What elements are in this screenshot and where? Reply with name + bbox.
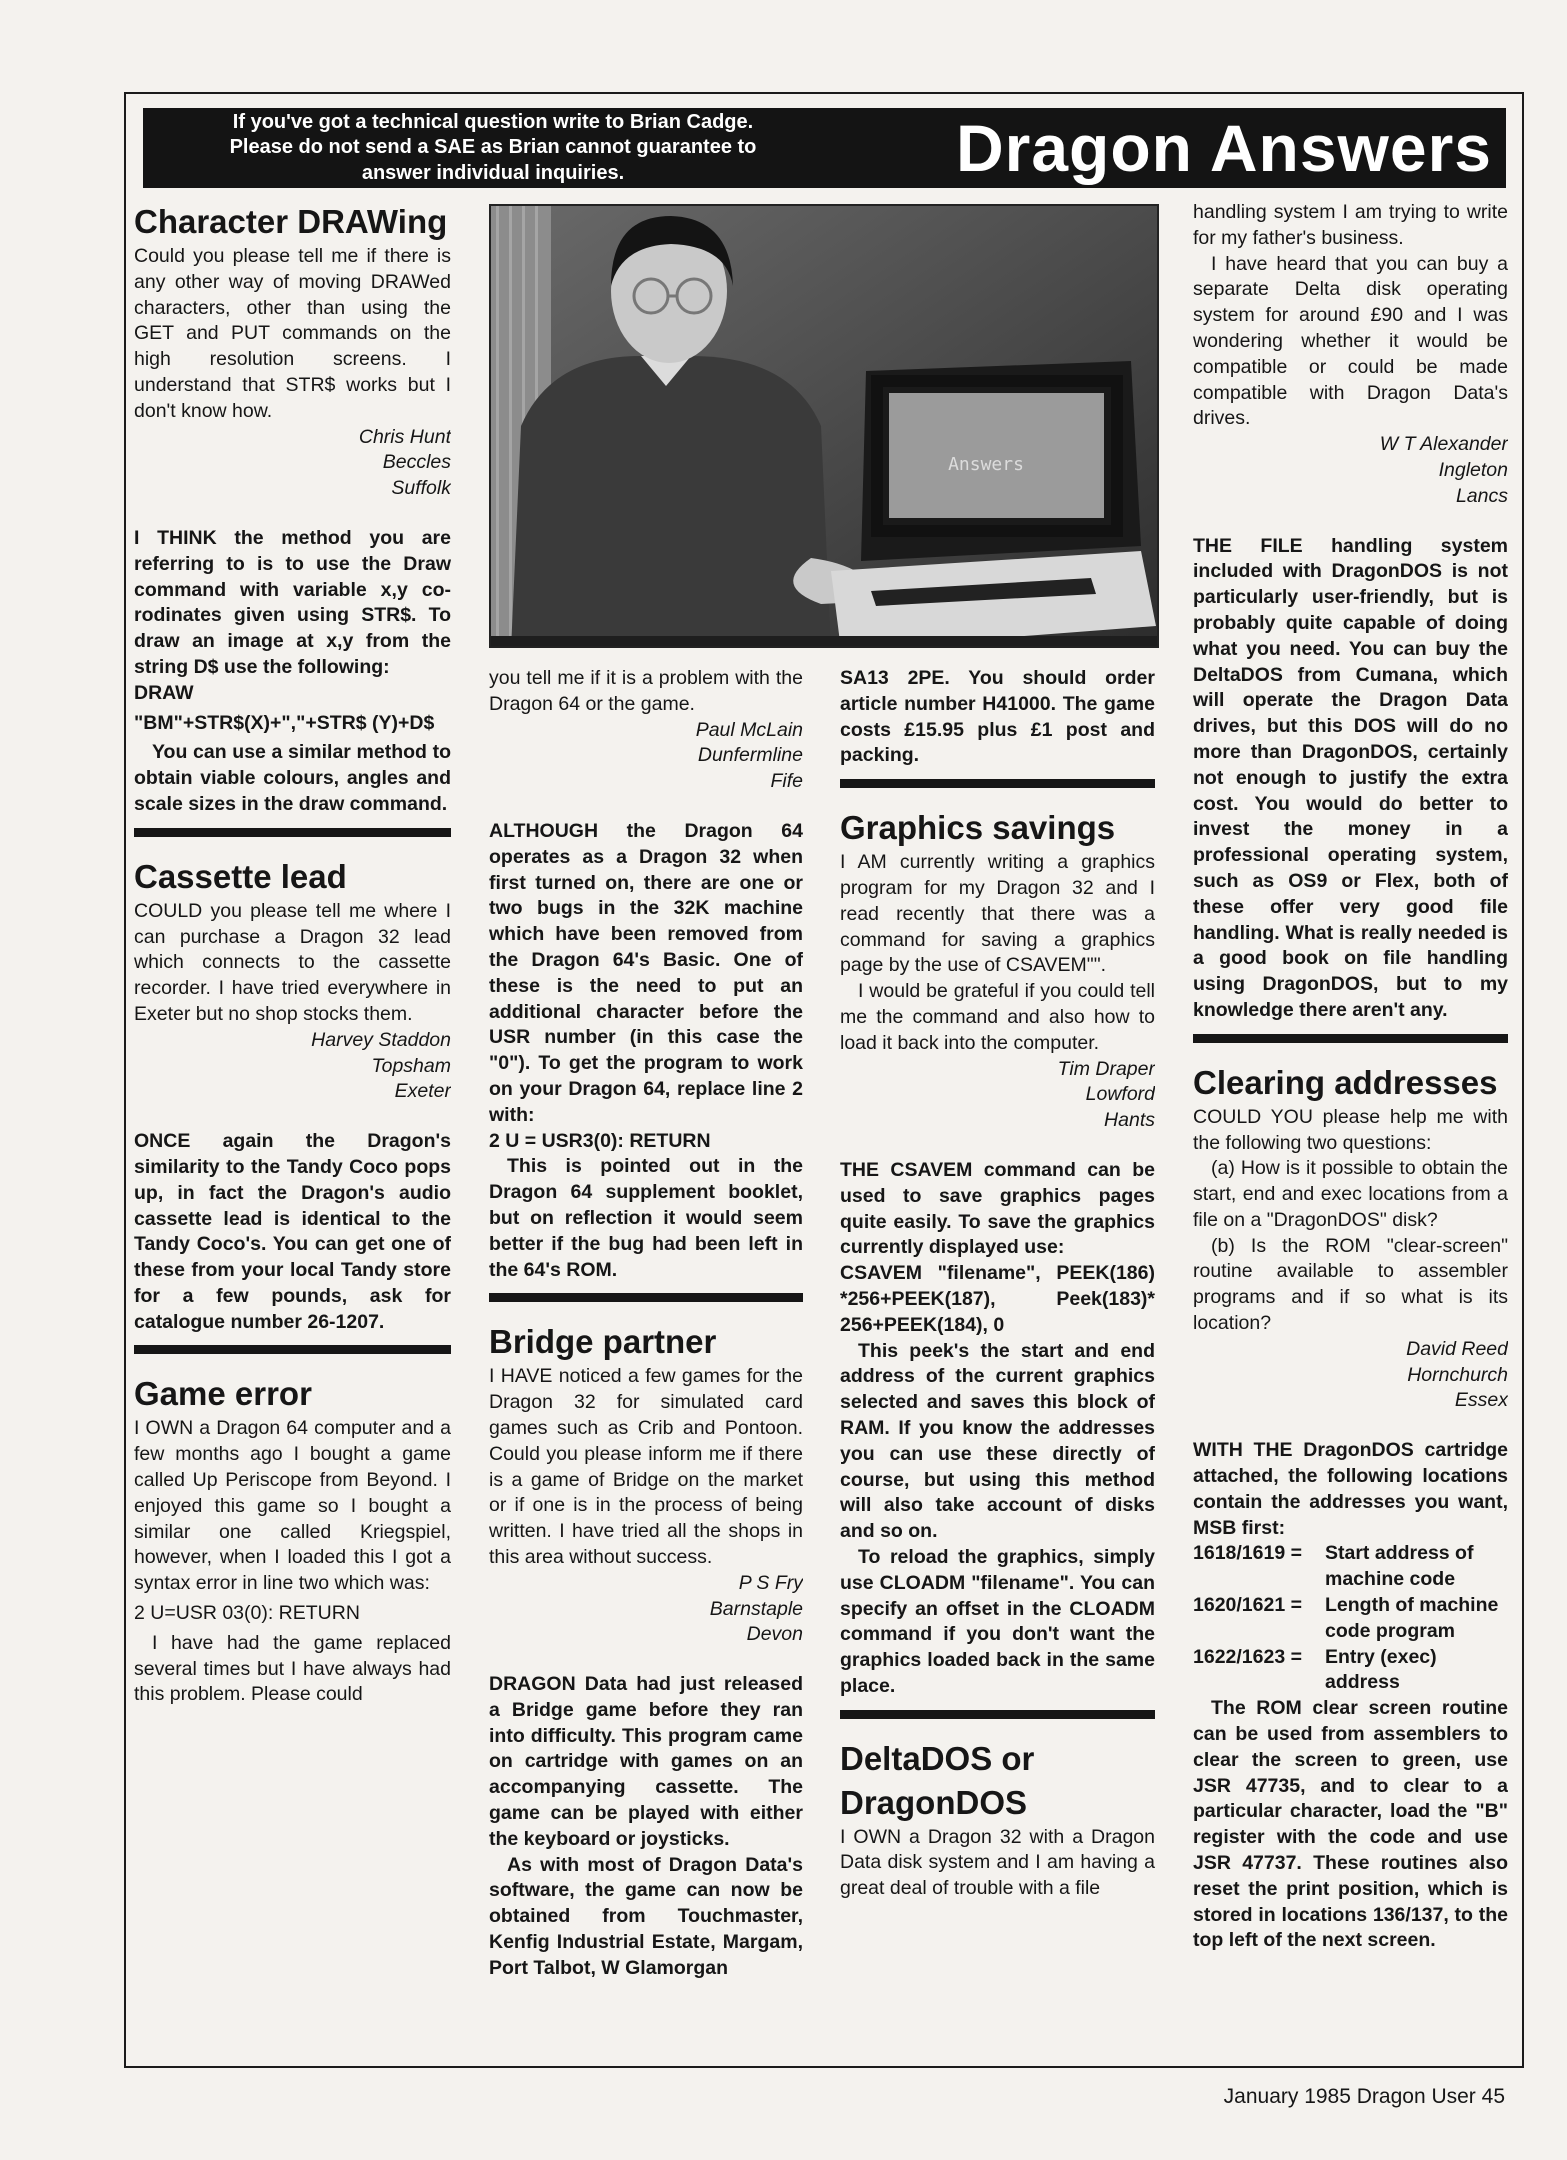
- question-text: I OWN a Dragon 32 with a Dragon Data disk system and I am having a great deal of trouble with a file: [840, 1825, 1155, 1900]
- column-4: [1193, 200, 1508, 2060]
- question-text: Could you please tell me if there is any other way of moving DRAWed characters, other than using the GET and PUT commands on the high resolution screens. I understand that STR$ works but I don't know how.: [134, 245, 451, 422]
- signature-name: P S Fry: [738, 1571, 803, 1594]
- answer-text: You can use a similar method to obtain viable colours, angles and scale sizes in the draw command.: [134, 741, 451, 815]
- signature-county: Suffolk: [391, 477, 451, 500]
- screen-text: Answers: [948, 454, 1024, 475]
- question-text: I have heard that you can buy a separate Delta disk operating system for around £90 and I was wondering whether it would be compatible or could be made compatible with Dragon Data's drives.: [1193, 252, 1508, 430]
- signature-town: Hornchurch: [1407, 1363, 1508, 1386]
- answer-text: To reload the graphics, simply use CLOADM "filename". You can specify an offset in the CLOADM command if you don't want the graphics loaded back in the same place.: [840, 1545, 1155, 1697]
- signature-town: Beccles: [382, 451, 451, 474]
- answer-text: ONCE again the Dragon's similarity to the Tandy Coco pops up, in fact the Dragon's audio cassette lead is identical to the Tandy Coco's. You can get one of these from your local Tandy store for a few pounds, ask for catalogue number 26-1207.: [134, 1130, 451, 1333]
- location-description: Length of machine code program: [1325, 1594, 1499, 1642]
- answer-text: SA13 2PE. You should order article number H41000. The game costs £15.95 plus £1 post and packing.: [840, 667, 1155, 767]
- signature-county: Fife: [770, 770, 803, 793]
- signature-county: Exeter: [394, 1080, 451, 1103]
- section-heading-game-error: Game error: [134, 1375, 312, 1413]
- section-divider: [840, 779, 1155, 788]
- answer-text: This peek's the start and end address of the current graphics selected and saves this block of RAM. If you know the addresses you can use these directly of course, but using this method will also take account of disks and so on.: [840, 1339, 1155, 1543]
- answer-code: DRAW: [134, 681, 194, 704]
- answer-text: THE FILE handling system included with DragonDOS is not particularly user-friendly, but is probably quite capable of doing what you need. You can buy the DeltaDOS from Cumana, which will operate the Dragon Data drives, but this DOS will do no more than DragonDOS, certainly not enough to justify the extra cost. You would do better to invest the money in a professional operating system, such as OS9 or Flex, both of these offer very good file handling. What is really needed is a good book on file handling using DragonDOS, but to my knowledge there aren't any.: [1193, 534, 1508, 1021]
- question-text: I have had the game replaced several times but I have always had this problem. Please could: [134, 1631, 451, 1706]
- location-address: 1618/1619 =: [1193, 1542, 1302, 1565]
- question-text: I OWN a Dragon 64 computer and a few months ago I bought a game called Up Periscope from Beyond. I enjoyed this game so I bought a similar one called Kriegspiel, however, when I loaded this I got a syntax error in line two which was:: [134, 1417, 451, 1595]
- location-description: Start address of machine code: [1325, 1542, 1474, 1591]
- location-address: 1620/1621 =: [1193, 1594, 1302, 1617]
- question-code: 2 U=USR 03(0): RETURN: [134, 1602, 360, 1625]
- question-text: COULD YOU please help me with the following two questions:: [1193, 1105, 1508, 1154]
- column-3: [840, 200, 1155, 2060]
- location-row: [1193, 1541, 1508, 1593]
- section-heading-character-drawing: Character DRAWing: [134, 203, 448, 240]
- section-divider: [134, 828, 451, 837]
- question-text: (b) Is the ROM "clear-screen" routine available to assembler programs and if so what is its location?: [1193, 1234, 1508, 1335]
- page-footer: January 1985 Dragon User 45: [1223, 2085, 1505, 2108]
- signature-name: Harvey Staddon: [311, 1028, 451, 1051]
- signature-name: Tim Draper: [1057, 1057, 1155, 1080]
- answer-text: WITH THE DragonDOS cartridge attached, the following locations contain the addresses you want, MSB first:: [1193, 1439, 1508, 1539]
- location-row: [1193, 1593, 1508, 1645]
- section-divider: [1193, 1034, 1508, 1043]
- answer-text: DRAGON Data had just released a Bridge game before they ran into difficulty. This program came on cartridge with games on an accompanying cassette. The game can be played with either the keyboard or joysticks.: [489, 1673, 803, 1850]
- location-description: Entry (exec) address: [1325, 1645, 1437, 1694]
- header-note-line: Please do not send a SAE as Brian cannot guarantee to: [229, 136, 757, 159]
- question-text: I would be grateful if you could tell me the command and also how to load it back into the computer.: [840, 980, 1155, 1054]
- signature-county: Hants: [1104, 1109, 1155, 1132]
- signature-name: Paul McLain: [695, 718, 803, 741]
- section-heading-bridge-partner: Bridge partner: [489, 1323, 717, 1361]
- header-note: [143, 108, 843, 188]
- section-heading-graphics-savings: Graphics savings: [840, 809, 1116, 847]
- answer-text: As with most of Dragon Data's software, the game can now be obtained from Touchmaster, Kenfig Industrial Estate, Margam, Port Talbot, W Glamorgan: [489, 1853, 803, 1979]
- section-heading-deltados: DeltaDOS or DragonDOS: [840, 1739, 1035, 1821]
- answer-text: ALTHOUGH the Dragon 64 operates as a Dragon 32 when first turned on, there are one or two bugs in the 32K machine which have been removed from the Dragon 64's Basic. One of these is the need to put an additional character before the USR number (in this case the "0"). To get the program to work on your Dragon 64, replace line 2 with:: [489, 819, 803, 1126]
- question-text: I HAVE noticed a few games for the Dragon 32 for simulated card games such as Crib and Pontoon. Could you please inform me if there is a game of Bridge on the market or if one is in the process of being written. I have tried all the shops in this area without success.: [489, 1365, 803, 1568]
- page-title: Dragon Answers: [955, 111, 1492, 185]
- answer-text: The ROM clear screen routine can be used from assemblers to clear the screen to green, use JSR 47735, and to clear to a particular character, load the "B" register with the code and use JSR 47737. These routines also reset the print position, which is stored in locations 136/137, to the top left of the next screen.: [1193, 1697, 1508, 1952]
- signature-county: Lancs: [1455, 484, 1508, 507]
- signature-county: Essex: [1454, 1389, 1508, 1412]
- answer-code: 2 U = USR3(0): RETURN: [489, 1129, 711, 1152]
- signature-county: Devon: [746, 1623, 803, 1646]
- location-row: [1193, 1645, 1508, 1697]
- signature-name: W T Alexander: [1379, 433, 1508, 456]
- question-text: (a) How is it possible to obtain the start, end and exec locations from a file on a "DragonDOS" disk?: [1193, 1157, 1508, 1231]
- section-divider: [489, 1293, 803, 1302]
- header-note-line: answer individual inquiries.: [361, 161, 625, 184]
- signature-name: David Reed: [1406, 1337, 1508, 1360]
- signature-town: Ingleton: [1438, 458, 1508, 481]
- answer-code: "BM"+STR$(X)+","+STR$ (Y)+D$: [134, 711, 435, 734]
- section-divider: [134, 1345, 451, 1354]
- page-header: [143, 108, 1506, 188]
- signature-name: Chris Hunt: [358, 425, 451, 448]
- signature-town: Dunfermline: [697, 744, 803, 767]
- section-heading-clearing-addresses: Clearing addresses: [1193, 1063, 1498, 1101]
- question-text: I AM currently writing a graphics program for my Dragon 32 and I read recently that there was a command for saving a graphics page by the use of CSAVEM"".: [840, 851, 1155, 977]
- signature-town: Lowford: [1085, 1083, 1155, 1106]
- answer-text: I THINK the method you are referring to is to use the Draw command with variable x,y co-rodinates given using STR$. To draw an image at x,y from the string D$ use the following:: [134, 526, 451, 678]
- section-divider: [840, 1710, 1155, 1719]
- location-address: 1622/1623 =: [1193, 1645, 1302, 1668]
- question-text: you tell me if it is a problem with the Dragon 64 or the game.: [489, 667, 803, 715]
- section-heading-cassette-lead: Cassette lead: [134, 857, 347, 895]
- answer-text: This is pointed out in the Dragon 64 supplement booklet, but on reflection it would seem better if the bug had been left in the 64's ROM.: [489, 1155, 803, 1281]
- signature-town: Topsham: [371, 1054, 451, 1077]
- column-2: [489, 200, 803, 2060]
- question-text: handling system I am trying to write for my father's business.: [1193, 201, 1508, 249]
- signature-town: Barnstaple: [709, 1597, 803, 1620]
- answer-text: THE CSAVEM command can be used to save graphics pages quite easily. To save the graphics currently displayed use:: [840, 1158, 1155, 1259]
- question-text: COULD you please tell me where I can purchase a Dragon 32 lead which connects to the cassette recorder. I have tried everywhere in Exeter but no shop stocks them.: [134, 899, 451, 1025]
- header-note-line: If you've got a technical question write to Brian Cadge.: [232, 110, 754, 133]
- column-1: [134, 200, 451, 2060]
- answer-code: CSAVEM "filename", PEEK(186) *256+PEEK(187), Peek(183)* 256+PEEK(184), 0: [840, 1262, 1155, 1336]
